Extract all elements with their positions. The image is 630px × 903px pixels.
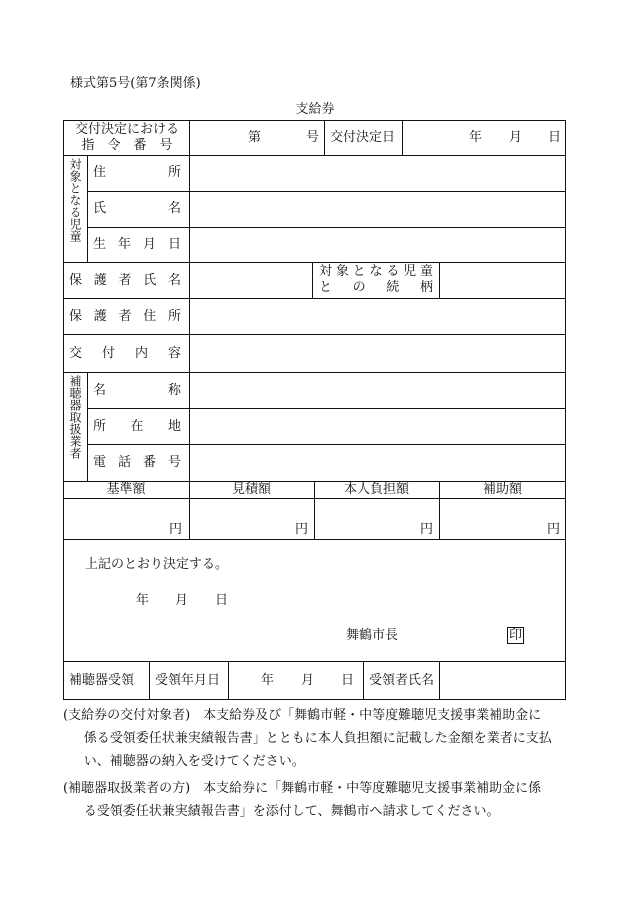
voucher-form-table (63, 120, 566, 700)
dealer-phone-label: 電 話 番 号 (93, 455, 181, 470)
child-address-label: 住 所 (93, 165, 181, 180)
relation-label-line1: 対象となる児童 (319, 264, 433, 279)
note-dealer-line1: (補聴器取扱業者の方) 本支給券に「舞鶴市軽・中等度難聴児支援事業補助金に係 (63, 781, 542, 796)
decision-date-label: 交付決定日 (330, 130, 396, 145)
note-recipient (63, 704, 573, 773)
decision-date-day: 日 (548, 130, 562, 145)
note-recipient-line3: い、補聴器の納入を受けてください。 (83, 754, 305, 769)
decision-date-month: 月 (509, 130, 523, 145)
dealer-location-label: 所 在 地 (93, 419, 181, 434)
estimate-amount-header: 見積額 (231, 482, 271, 497)
decision-month: 月 (175, 593, 189, 608)
decision-statement: 上記のとおり決定する。 (85, 557, 229, 572)
receipt-label: 補聴器受領 (69, 673, 135, 688)
relation-label-line2: と の 続 柄 (319, 280, 433, 295)
number-suffix-label: 号 (306, 130, 320, 145)
self-pay-amount-header: 本人負担額 (343, 482, 409, 497)
document-title: 支給券 (295, 102, 335, 117)
child-birthdate-label: 生 年 月 日 (93, 237, 181, 252)
note-recipient-line1: (支給券の交付対象者) 本支給券及び「舞鶴市軽・中等度難聴児支援事業補助金に (63, 708, 542, 723)
receipt-date-label: 受領年月日 (155, 673, 221, 688)
mayor-title: 舞鶴市長 (346, 628, 399, 643)
subsidy-amount-header: 補助額 (482, 482, 522, 497)
self-pay-amount-unit: 円 (420, 522, 434, 537)
child-name-label: 氏 名 (93, 201, 181, 216)
note-dealer-line2: る受領委任状兼実績報告書」を添付して、舞鶴市へ請求してください。 (83, 804, 500, 819)
receipt-year: 年 (261, 673, 275, 688)
decision-year: 年 (136, 593, 150, 608)
issue-content-label: 交 付 内 容 (69, 346, 181, 361)
standard-amount-header: 基準額 (106, 482, 146, 497)
receiver-name-label: 受領者氏名 (369, 673, 435, 688)
official-seal-mark: 印 (509, 628, 523, 643)
dealer-group-label: 補聴器取扱業者 (68, 375, 82, 459)
guardian-address-label: 保 護 者 住 所 (69, 309, 181, 324)
number-prefix-label: 第 (248, 130, 262, 145)
decision-day: 日 (215, 593, 229, 608)
dealer-name-label: 名 称 (93, 383, 181, 398)
estimate-amount-unit: 円 (295, 522, 309, 537)
note-dealer (63, 777, 573, 823)
guardian-name-label: 保 護 者 氏 名 (69, 273, 181, 288)
decision-number-label-line1: 交付決定における (74, 122, 179, 137)
note-recipient-line2: 係る受領委任状兼実績報告書」とともに本人負担額に記載した金額を業者に支払 (83, 731, 552, 746)
standard-amount-unit: 円 (169, 522, 183, 537)
form-number-label: 様式第5号(第7条関係) (70, 76, 201, 91)
child-group-label: 対象となる児童 (68, 158, 82, 242)
decision-date-year: 年 (469, 130, 483, 145)
decision-number-label-line2: 指 令 番 号 (81, 138, 173, 153)
receipt-month: 月 (301, 673, 315, 688)
receipt-day: 日 (341, 673, 355, 688)
subsidy-amount-unit: 円 (547, 522, 561, 537)
